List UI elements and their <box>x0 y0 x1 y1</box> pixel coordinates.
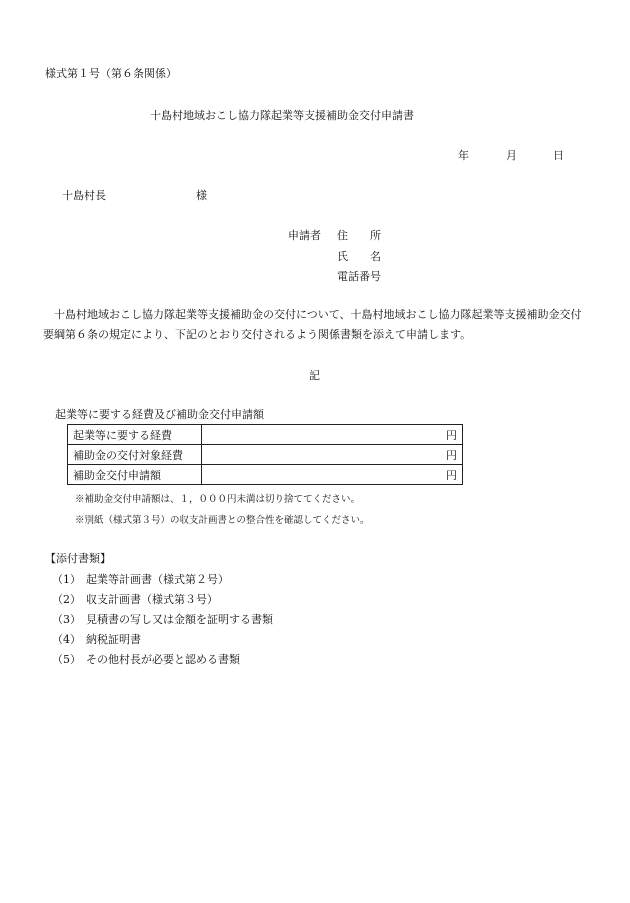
attachments-list <box>52 570 273 670</box>
cost-note-rounding: ※補助金交付申請額は、１，０００円未満は切り捨ててください。 <box>75 494 361 505</box>
application-body-text: 十島村地域おこし協力隊起業等支援補助金の交付について、十島村地域おこし協力隊起業等支援補助金交付要綱第６条の規定により、下記のとおり交付されるよう関係書類を添えて申請します。 <box>43 308 582 341</box>
item-text: 起業等計画書（様式第２号） <box>86 573 229 586</box>
table-row <box>68 465 463 485</box>
applicant-phone-label: 電話番号 <box>337 270 381 283</box>
date-year-label: 年 <box>458 149 469 162</box>
table-row <box>68 425 463 445</box>
item-text: 見積書の写し又は金額を証明する書類 <box>86 613 273 626</box>
cost-row-value[interactable] <box>202 445 463 465</box>
list-item <box>52 570 273 590</box>
item-number: （5） <box>52 653 81 666</box>
date-month-label: 月 <box>506 149 517 162</box>
addressee-name: 十島村長 <box>62 189 106 202</box>
addressee-honorific: 様 <box>196 189 207 202</box>
list-item <box>52 610 273 630</box>
item-number: （3） <box>52 613 81 626</box>
document-title: 十島村地域おこし協力隊起業等支援補助金交付申請書 <box>150 109 414 122</box>
date-day-label: 日 <box>553 149 564 162</box>
yen-unit: 円 <box>446 468 457 482</box>
list-item <box>52 650 273 670</box>
item-text: その他村長が必要と認める書類 <box>86 653 240 666</box>
table-row <box>68 445 463 465</box>
cost-row-label: 起業等に要する経費 <box>68 425 202 445</box>
applicant-name-label: 氏 名 <box>337 250 381 263</box>
attachments-heading: 【添付書類】 <box>45 552 111 565</box>
form-number: 様式第１号（第６条関係） <box>45 67 177 80</box>
item-number: （4） <box>52 633 81 646</box>
cost-row-label: 補助金交付申請額 <box>68 465 202 485</box>
cost-row-value[interactable] <box>202 425 463 445</box>
applicant-label: 申請者 <box>288 229 321 242</box>
item-text: 納税証明書 <box>86 633 141 646</box>
list-item <box>52 590 273 610</box>
ki-heading: 記 <box>309 369 320 382</box>
applicant-address-label: 住 所 <box>337 229 381 242</box>
yen-unit: 円 <box>446 428 457 442</box>
list-item <box>52 630 273 650</box>
cost-table <box>67 424 463 485</box>
cost-section-label: 起業等に要する経費及び補助金交付申請額 <box>55 408 264 421</box>
item-number: （2） <box>52 593 81 606</box>
cost-note-consistency: ※別紙（様式第３号）の収支計画書との整合性を確認してください。 <box>75 515 370 526</box>
item-text: 収支計画書（様式第３号） <box>86 593 218 606</box>
cost-row-value[interactable] <box>202 465 463 485</box>
item-number: （1） <box>52 573 81 586</box>
yen-unit: 円 <box>446 448 457 462</box>
cost-row-label: 補助金の交付対象経費 <box>68 445 202 465</box>
